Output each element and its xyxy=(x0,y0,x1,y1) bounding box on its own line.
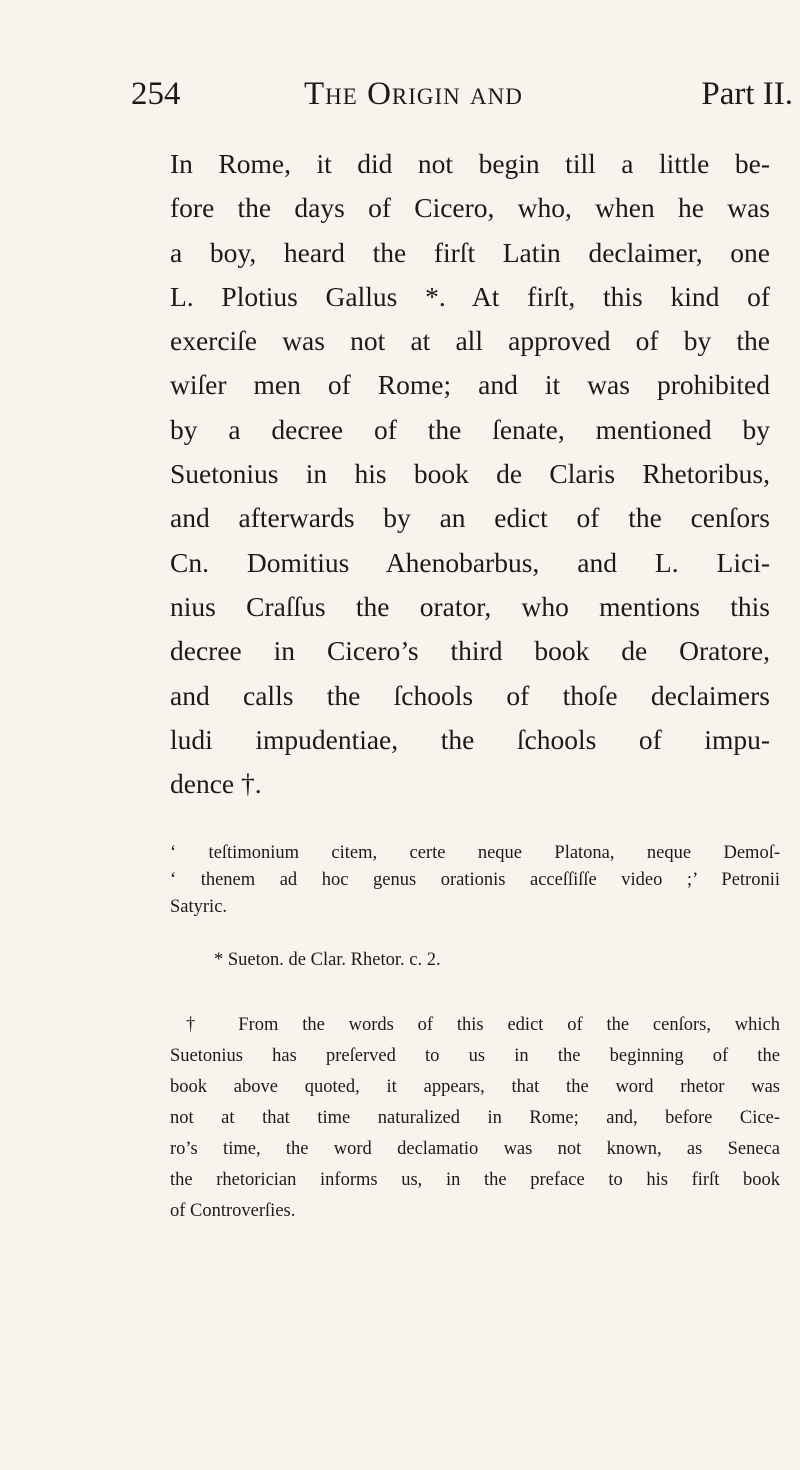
body-line: a boy, heard the firſt Latin declaimer, one xyxy=(170,236,770,268)
body-line: decree in Cicero’s third book de Oratore, xyxy=(170,635,770,667)
body-line: nius Craſſus the orator, who mentions this xyxy=(170,590,770,622)
footnote-line: ‘ thenem ad hoc genus orationis acceſſiſſe video ;’ Petronii xyxy=(170,870,780,890)
running-header xyxy=(131,76,793,126)
body-line: dence †. xyxy=(170,768,262,800)
footnote-line: not at that time naturalized in Rome; and, before Cice- xyxy=(170,1108,780,1128)
body-line: by a decree of the ſenate, mentioned by xyxy=(170,413,770,445)
part-label: Part II. xyxy=(701,76,793,112)
body-line: wiſer men of Rome; and it was prohibited xyxy=(170,369,770,401)
footnote-line: ro’s time, the word declamatio was not known, as Seneca xyxy=(170,1139,780,1159)
footnote-line: Suetonius has preſerved to us in the beginning of the xyxy=(170,1046,780,1066)
footnote-line: book above quoted, it appears, that the word rhetor was xyxy=(170,1077,780,1097)
body-line: and afterwards by an edict of the cenſors xyxy=(170,502,770,534)
running-title: The Origin and xyxy=(304,76,523,112)
footnote-quote xyxy=(170,840,780,921)
body-line: ludi impudentiae, the ſchools of impu- xyxy=(170,723,770,755)
body-line: Cn. Domitius Ahenobarbus, and L. Lici- xyxy=(170,546,770,578)
main-paragraph xyxy=(170,142,770,806)
footnote-line: ‘ teſtimonium citem, certe neque Platona, neque Demoſ- xyxy=(170,843,780,863)
body-line: exerciſe was not at all approved of by the xyxy=(170,325,770,357)
footnote-star xyxy=(170,950,780,971)
body-line: Suetonius in his book de Claris Rhetoribus, xyxy=(170,458,770,490)
footnote-line: the rhetorician informs us, in the preface to his firſt book xyxy=(170,1170,780,1190)
footnote-line: * Sueton. de Clar. Rhetor. c. 2. xyxy=(214,950,441,970)
footnote-dagger xyxy=(170,1010,780,1227)
footnote-line: † From the words of this edict of the cenſors, which xyxy=(186,1015,780,1035)
body-line: In Rome, it did not begin till a little be- xyxy=(170,148,770,179)
body-line: and calls the ſchools of thoſe declaimers xyxy=(170,679,770,711)
body-line: fore the days of Cicero, who, when he was xyxy=(170,192,770,224)
footnote-line: of Controverſies. xyxy=(170,1201,296,1221)
body-line: L. Plotius Gallus *. At firſt, this kind of xyxy=(170,280,770,312)
page-number: 254 xyxy=(131,76,181,112)
footnote-line: Satyric. xyxy=(170,897,228,917)
